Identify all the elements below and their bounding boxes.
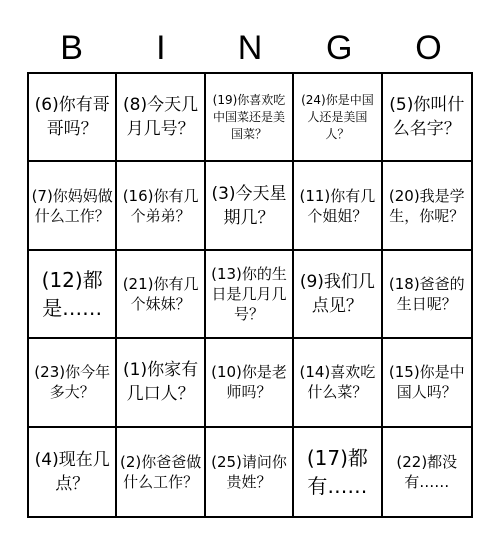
bingo-cell-17: (1)你家有几口人？ [117, 339, 205, 427]
bingo-cell-25: (22)都没有…… [396, 452, 458, 491]
header-letter-o: O [415, 29, 442, 67]
bingo-cell-8: (3)今天星期几？ [206, 162, 294, 250]
bingo-cell-10: (20)我是学生，你呢？ [383, 162, 471, 250]
bingo-cell-11: (12)都是…… [29, 251, 117, 339]
bingo-cell-15: (18)爸爸的生日呢？ [383, 251, 471, 339]
bingo-cell-20: (15)你是中国人吗？ [383, 339, 471, 427]
header-letter-n: N [237, 29, 263, 67]
bingo-cell-3: (19)你喜欢吃中国菜还是美国菜？ [206, 74, 294, 162]
bingo-cell-7: (16)你有几个弟弟？ [117, 162, 205, 250]
bingo-cell-23: (25)请问你贵姓？ [206, 428, 294, 516]
bingo-header [27, 26, 473, 70]
bingo-cell-12: (21)你有几个妹妹？ [117, 251, 205, 339]
header-letter-g: G [325, 29, 353, 67]
header-letter-i: I [156, 29, 166, 67]
bingo-cell-6: (7)你妈妈做什么工作？ [29, 162, 117, 250]
header-letter-b: B [60, 29, 83, 67]
bingo-cell-2: (8)今天几月几号？ [117, 74, 205, 162]
bingo-cell-9: (11)你有几个姐姐？ [294, 162, 382, 250]
bingo-cell-1: (6)你有哥哥吗？ [29, 74, 117, 162]
bingo-cell-13: (13)你的生日是几月几号？ [206, 251, 294, 339]
bingo-cell-5: (5)你叫什么名字？ [383, 74, 471, 162]
bingo-cell-4: (24)你是中国人还是美国人？ [294, 74, 382, 162]
bingo-cell-18: (10)你是老师吗？ [206, 339, 294, 427]
bingo-cell-19: (14)喜欢吃什么菜？ [294, 339, 382, 427]
bingo-cell-16: (23)你今年多大？ [29, 339, 117, 427]
bingo-cell-14: (9)我们几点见？ [294, 251, 382, 339]
bingo-cell-21: (4)现在几点？ [29, 428, 117, 516]
bingo-grid [27, 72, 473, 518]
bingo-cell-24: (17)都有…… [294, 428, 382, 516]
bingo-cell-22: (2)你爸爸做什么工作？ [117, 428, 205, 516]
